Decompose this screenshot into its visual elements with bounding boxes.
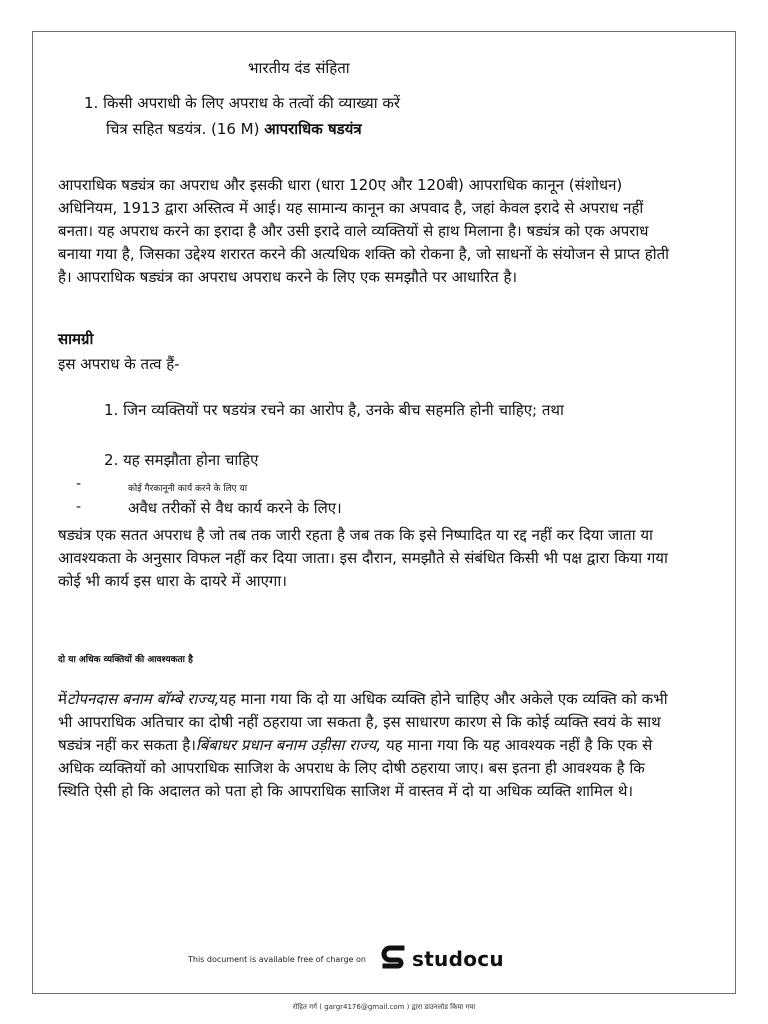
availability-text: This document is available free of charge on <box>188 954 366 964</box>
elements-intro: इस अपराध के तत्व हैं- <box>58 355 180 373</box>
question-line-2 <box>106 119 362 139</box>
studocu-footer <box>188 944 504 974</box>
list-item-1: 1. जिन व्यक्तियों पर षडयंत्र रचने का आरोप है, उनके बीच सहमति होनी चाहिए; तथा <box>104 401 564 419</box>
studocu-logo-link[interactable] <box>380 944 504 974</box>
studocu-s-icon <box>380 944 408 974</box>
sub-item-2: अवैध तरीकों से वैध कार्य करने के लिए। <box>128 499 342 517</box>
paragraph-continuing-offence: षड्यंत्र एक सतत अपराध है जो तब तक जारी रहता है जब तक कि इसे निष्पादित या रद्द नहीं कर दिया जाता या आवश्यकता के अनुसार विफल नहीं कर दिया जाता। इस दौरान, समझौते से संबंधित किसी भी पक्ष द्वारा किया गया कोई भी कार्य इस धारा के दायरे में आएगा। <box>58 526 668 590</box>
dash-bullet: - <box>76 476 82 492</box>
download-attribution: रोहित गर्ग ( gargr4176@gmail.com ) द्वारा डाउनलोड किया गया <box>292 1003 476 1011</box>
sub-item-1: कोई गैरकानूनी कार्य करने के लिए या <box>128 484 248 494</box>
para3-text-b: यह माना गया कि दो या अधिक व्यक्ति होने चाहिए और अकेले एक व्यक्ति को कभी भी आपराधिक अतिचार का दोषी नहीं ठहराया जा सकता है, इस साधारण कारण से कि कोई व्यक्ति स्वयं के साथ षड्यंत्र नहीं कर सकता है। <box>58 690 668 754</box>
para3-text-c: यह माना गया कि यह आवश्यक नहीं है कि एक से अधिक व्यक्तियों को आपराधिक साजिश के अपराध के लिए दोषी ठहराया जाए। बस इतना ही आवश्यक है कि स्थिति ऐसी हो कि अदालत को पता हो कि आपराधिक साजिश में वास्तव में दो या अधिक व्यक्ति शामिल थे। <box>58 736 653 800</box>
subheading-two-persons: दो या अधिक व्यक्तियों की आवश्यकता है <box>58 655 193 665</box>
heading-materials: सामग्री <box>58 330 94 348</box>
para3-text-a: में <box>58 690 67 708</box>
case-name-1: टोपनदास बनाम बॉम्बे राज्य, <box>66 690 220 708</box>
paragraph-intro: आपराधिक षड्यंत्र का अपराध और इसकी धारा (धारा 120ए और 120बी) आपराधिक कानून (संशोधन) अधिनियम, 1913 द्वारा अस्तित्व में आई। यह सामान्य कानून का अपवाद है, जहां केवल इरादे से अपराध नहीं बनता। यह अपराध करने का इरादा है और उसी इरादे वाले व्यक्तियों से हाथ मिलाना है। षड्यंत्र को एक अपराध बनाया गया है, जिसका उद्देश्य शरारत करने की अत्यधिक शक्ति को रोकना है, जो साधनों के संयोजन से प्राप्त होती है। आपराधिक षड्यंत्र का अपराध अपराध करने के लिए एक समझौते पर आधारित है। <box>58 176 670 286</box>
question-bold-title: आपराधिक षडयंत्र <box>264 120 362 138</box>
question-prefix: चित्र सहित षडयंत्र. (16 M) <box>106 120 265 138</box>
studocu-logo-text: studocu <box>411 947 504 971</box>
document-title: भारतीय दंड संहिता <box>248 59 350 77</box>
question-line-1: 1. किसी अपराधी के लिए अपराध के तत्वों की व्याख्या करें <box>84 94 401 112</box>
case-name-2: बिंबाधर प्रधान बनाम उड़ीसा राज्य, <box>195 736 382 754</box>
dash-bullet: - <box>76 499 82 515</box>
paragraph-case-law <box>58 688 678 803</box>
list-item-2: 2. यह समझौता होना चाहिए <box>104 451 259 469</box>
